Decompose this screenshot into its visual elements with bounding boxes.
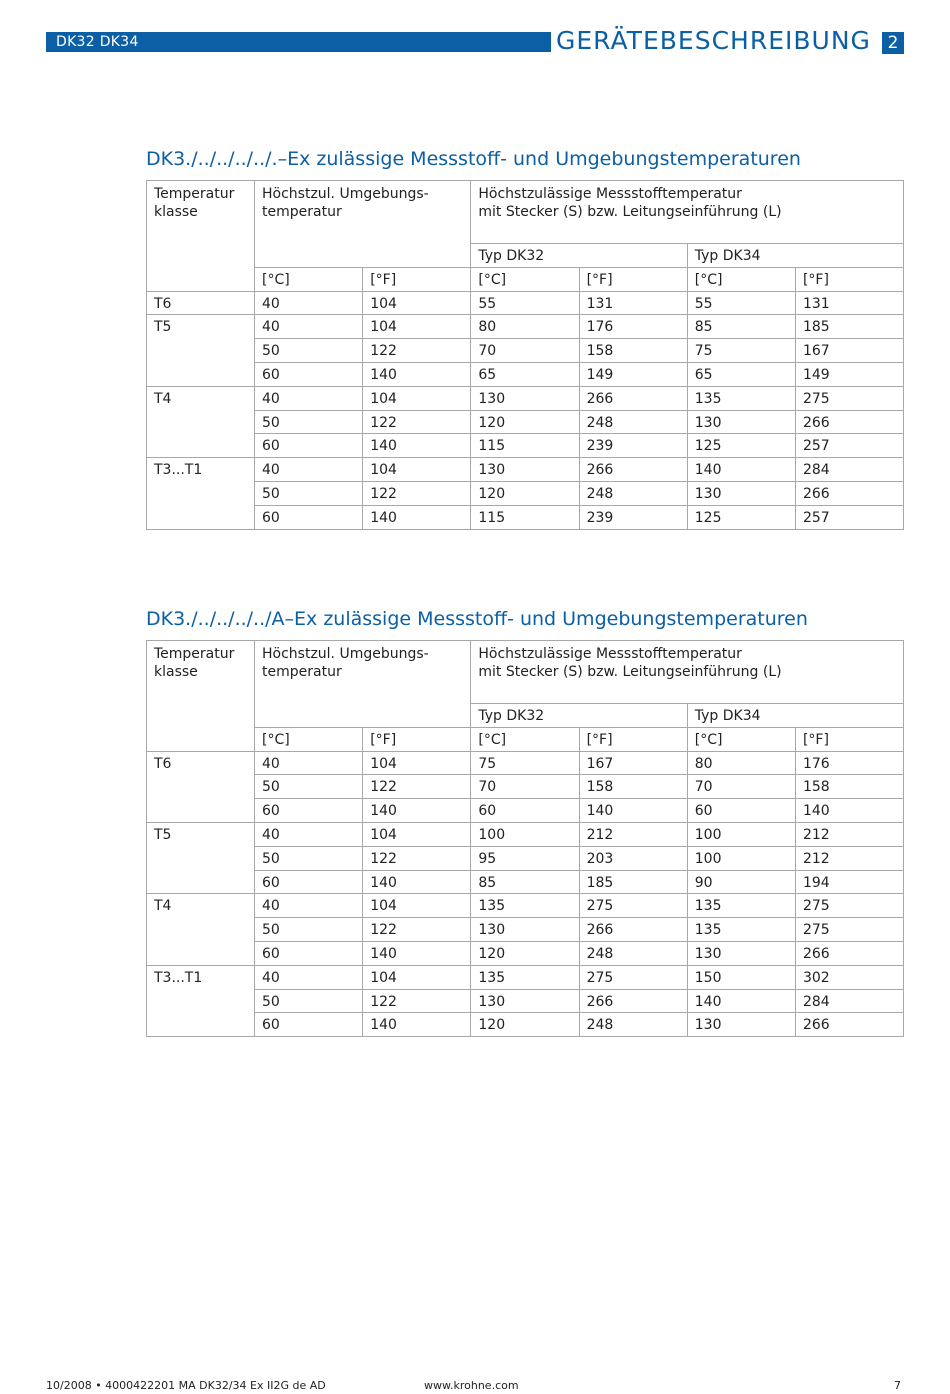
data-cell: 65 [687,362,795,386]
data-cell: 100 [687,822,795,846]
header-medium-temperature: Höchstzulässige Messstofftemperatur mit Stecker (S) bzw. Leitungseinführung (L) [471,641,904,704]
data-cell: 248 [579,410,687,434]
table-row [147,315,904,339]
data-cell: 60 [255,434,363,458]
header-row [147,181,904,244]
data-cell: 125 [687,505,795,529]
table-row [147,941,904,965]
data-cell: 266 [579,386,687,410]
header-type-dk32: Typ DK32 [471,704,687,728]
temperature-table-1 [146,180,904,530]
data-cell: 266 [795,481,903,505]
data-cell: 239 [579,434,687,458]
unit-row [147,727,904,751]
table-row [147,1013,904,1037]
unit-cell: [°F] [363,267,471,291]
footer-doc-info: 10/2008 • 4000422201 MA DK32/34 Ex II2G de AD [46,1379,326,1392]
temperature-table-2 [146,640,904,1037]
data-cell: 275 [579,965,687,989]
data-cell: 248 [579,941,687,965]
data-cell: 266 [579,458,687,482]
table-row [147,751,904,775]
data-cell: 130 [687,410,795,434]
data-cell: 266 [795,941,903,965]
data-cell: 125 [687,434,795,458]
header-type-dk34: Typ DK34 [687,244,903,268]
table-row [147,822,904,846]
data-cell: 167 [579,751,687,775]
temperature-class-cell: T5 [147,822,255,893]
table-2-title: DK3./../../../../A–Ex zulässige Messstoff- und Umgebungstemperaturen [146,608,808,630]
data-cell: 65 [471,362,579,386]
data-cell: 257 [795,434,903,458]
data-cell: 75 [687,339,795,363]
data-cell: 158 [579,775,687,799]
data-cell: 100 [471,822,579,846]
data-cell: 176 [795,751,903,775]
table-row [147,894,904,918]
data-cell: 60 [255,505,363,529]
data-cell: 130 [471,989,579,1013]
data-cell: 135 [687,894,795,918]
data-cell: 275 [795,894,903,918]
table-row [147,846,904,870]
data-cell: 130 [687,1013,795,1037]
data-cell: 104 [363,751,471,775]
header-ambient-temperature: Höchstzul. Umgebungs- temperatur [255,641,471,728]
table-row [147,918,904,942]
data-cell: 239 [579,505,687,529]
data-cell: 131 [795,291,903,315]
data-cell: 167 [795,339,903,363]
temperature-class-cell: T6 [147,751,255,822]
data-cell: 302 [795,965,903,989]
data-cell: 50 [255,410,363,434]
data-cell: 104 [363,894,471,918]
data-cell: 135 [471,894,579,918]
data-cell: 149 [795,362,903,386]
data-cell: 104 [363,822,471,846]
data-cell: 266 [579,989,687,1013]
data-cell: 50 [255,339,363,363]
data-cell: 140 [363,870,471,894]
unit-cell: [°C] [471,267,579,291]
data-cell: 140 [687,458,795,482]
data-cell: 104 [363,965,471,989]
data-cell: 122 [363,775,471,799]
data-cell: 120 [471,481,579,505]
data-cell: 130 [687,481,795,505]
data-cell: 158 [579,339,687,363]
table-row [147,481,904,505]
data-cell: 150 [687,965,795,989]
data-cell: 122 [363,989,471,1013]
data-cell: 100 [687,846,795,870]
footer-website[interactable]: www.krohne.com [424,1379,519,1392]
unit-cell: [°C] [687,267,795,291]
data-cell: 135 [471,965,579,989]
data-cell: 50 [255,989,363,1013]
table-row [147,870,904,894]
header-model: DK32 DK34 [56,34,139,50]
data-cell: 176 [579,315,687,339]
unit-cell: [°C] [255,727,363,751]
data-cell: 115 [471,505,579,529]
temperature-class-cell: T5 [147,315,255,386]
data-cell: 80 [471,315,579,339]
data-cell: 140 [363,362,471,386]
unit-cell: [°F] [795,267,903,291]
data-cell: 104 [363,458,471,482]
table-row [147,799,904,823]
temperature-class-cell: T3...T1 [147,965,255,1036]
data-cell: 275 [579,894,687,918]
data-cell: 60 [255,941,363,965]
data-cell: 85 [687,315,795,339]
data-cell: 284 [795,989,903,1013]
table-row [147,505,904,529]
data-cell: 55 [471,291,579,315]
data-cell: 131 [579,291,687,315]
data-cell: 275 [795,918,903,942]
data-cell: 185 [579,870,687,894]
data-cell: 212 [579,822,687,846]
data-cell: 104 [363,386,471,410]
data-cell: 284 [795,458,903,482]
header-type-dk34: Typ DK34 [687,704,903,728]
table-row [147,989,904,1013]
data-cell: 275 [795,386,903,410]
header-model-bar [46,32,551,52]
data-cell: 40 [255,386,363,410]
temperature-class-cell: T4 [147,386,255,457]
unit-cell: [°F] [795,727,903,751]
data-cell: 70 [471,775,579,799]
data-cell: 85 [471,870,579,894]
data-cell: 115 [471,434,579,458]
header-ambient-temperature: Höchstzul. Umgebungs- temperatur [255,181,471,268]
data-cell: 122 [363,918,471,942]
data-cell: 149 [579,362,687,386]
data-cell: 50 [255,481,363,505]
data-cell: 55 [687,291,795,315]
data-cell: 266 [795,410,903,434]
data-cell: 122 [363,410,471,434]
data-cell: 60 [255,799,363,823]
table-row [147,386,904,410]
data-cell: 50 [255,846,363,870]
data-cell: 140 [579,799,687,823]
data-cell: 140 [795,799,903,823]
data-cell: 40 [255,894,363,918]
data-cell: 70 [471,339,579,363]
data-cell: 203 [579,846,687,870]
table-row [147,458,904,482]
data-cell: 40 [255,822,363,846]
data-cell: 248 [579,1013,687,1037]
data-cell: 266 [795,1013,903,1037]
header-medium-temperature: Höchstzulässige Messstofftemperatur mit Stecker (S) bzw. Leitungseinführung (L) [471,181,904,244]
data-cell: 130 [471,386,579,410]
data-cell: 212 [795,846,903,870]
data-cell: 122 [363,846,471,870]
data-cell: 90 [687,870,795,894]
data-cell: 40 [255,315,363,339]
unit-cell: [°F] [363,727,471,751]
data-cell: 104 [363,291,471,315]
table-row [147,775,904,799]
unit-cell: [°C] [471,727,579,751]
data-cell: 122 [363,481,471,505]
unit-cell: [°C] [687,727,795,751]
data-cell: 75 [471,751,579,775]
table-row [147,410,904,434]
data-cell: 140 [363,434,471,458]
data-cell: 120 [471,941,579,965]
table-row [147,434,904,458]
data-cell: 194 [795,870,903,894]
data-cell: 40 [255,965,363,989]
temperature-class-cell: T4 [147,894,255,965]
data-cell: 50 [255,918,363,942]
table-1-title: DK3./../../../../.–Ex zulässige Messstoff- und Umgebungstemperaturen [146,148,801,170]
data-cell: 40 [255,291,363,315]
footer-page-number: 7 [894,1379,901,1392]
unit-cell: [°F] [579,267,687,291]
data-cell: 122 [363,339,471,363]
table-row [147,362,904,386]
data-cell: 158 [795,775,903,799]
table-row [147,291,904,315]
table-row [147,965,904,989]
section-number-badge: 2 [882,32,904,54]
header-row [147,641,904,704]
data-cell: 70 [687,775,795,799]
temperature-class-cell: T3...T1 [147,458,255,529]
data-cell: 266 [579,918,687,942]
data-cell: 130 [687,941,795,965]
header-temperature-class: Temperatur klasse [147,181,255,292]
data-cell: 257 [795,505,903,529]
data-cell: 140 [363,1013,471,1037]
data-cell: 135 [687,918,795,942]
data-cell: 185 [795,315,903,339]
data-cell: 40 [255,458,363,482]
data-cell: 130 [471,458,579,482]
data-cell: 135 [687,386,795,410]
temperature-class-cell: T6 [147,291,255,315]
header-type-dk32: Typ DK32 [471,244,687,268]
data-cell: 140 [363,941,471,965]
unit-cell: [°F] [579,727,687,751]
data-cell: 140 [687,989,795,1013]
data-cell: 212 [795,822,903,846]
data-cell: 130 [471,918,579,942]
data-cell: 40 [255,751,363,775]
data-cell: 60 [687,799,795,823]
data-cell: 140 [363,799,471,823]
data-cell: 60 [255,870,363,894]
data-cell: 60 [255,1013,363,1037]
data-cell: 120 [471,410,579,434]
data-cell: 248 [579,481,687,505]
data-cell: 60 [255,362,363,386]
data-cell: 80 [687,751,795,775]
data-cell: 50 [255,775,363,799]
data-cell: 104 [363,315,471,339]
data-cell: 60 [471,799,579,823]
unit-row [147,267,904,291]
section-title: GERÄTEBESCHREIBUNG [556,26,871,55]
header-temperature-class: Temperatur klasse [147,641,255,752]
unit-cell: [°C] [255,267,363,291]
data-cell: 140 [363,505,471,529]
data-cell: 95 [471,846,579,870]
data-cell: 120 [471,1013,579,1037]
table-row [147,339,904,363]
